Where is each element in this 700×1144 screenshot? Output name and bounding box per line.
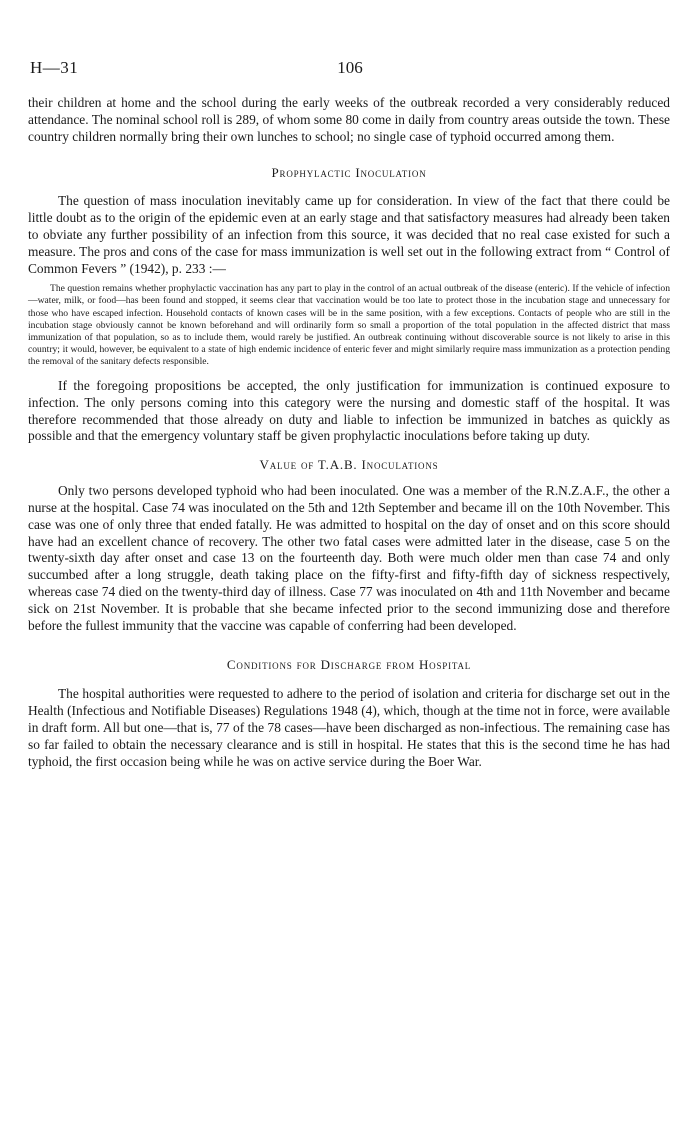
heading-prophylactic-inoculation: Prophylactic Inoculation [271, 165, 427, 181]
page-code: H—31 [30, 58, 79, 77]
heading-conditions-for-discharge: Conditions for Discharge from Hospital [226, 657, 472, 673]
intro-paragraph: their children at home and the school during the early weeks of the outbreak recorded a very considerably reduced attendance. The nominal school roll is 289, of whom some 80 come in daily from country areas outside the town. These country children normally bring their own lunches to school; no single case of typhoid occurred among them. [28, 95, 670, 144]
foregoing-paragraph: If the foregoing propositions be accepted, the only justification for immunization is continued exposure to infection. The only persons coming into this category were the nursing and domestic staff of the hospital. It was therefore recommended that those already on duty and liable to infection be immunized in batches as quickly as possible and that the emergency voluntary staff be given prophylactic inoculations before taking up duty. [28, 378, 670, 444]
quoted-extract: The question remains whether prophylactic vaccination has any part to play in the control of an actual outbreak of the disease (enteric). If the vehicle of infection—water, milk, or food—has been found and stopped, it seems clear that vaccination would be too late to protect those in the incubation stage and unnecessary for those who have escaped infection. Household contacts of known cases will be in the same position, with a few exceptions. Contacts of people who are still in the incubation stage obviously cannot be known beforehand and will ordinarily form so small a proportion of the total population in the affected district that mass immunization of that population, so as to include them, would rarely be justified. An outbreak continuing without discoverable source is not likely to arise in this country; it would, however, be equivalent to a state of high endemic incidence of enteric fever and might similarly require mass immunization as a protection pending the removal of the sanitary defects responsible. [28, 283, 670, 367]
prophylactic-paragraph: The question of mass inoculation inevitably came up for consideration. In view of the fact that there could be little doubt as to the origin of the epidemic even at an early stage and that satisfactory measures had already been taken to obviate any further possibility of an infection from this source, it was decided that no real case existed for such a measure. The pros and cons of the case for mass immunization is well set out in the following extract from “ Control of Common Fevers ” (1942), p. 233 :— [28, 193, 670, 276]
value-paragraph: Only two persons developed typhoid who had been inoculated. One was a member of the R.N.Z.A.F., the other a nurse at the hospital. Case 74 was inoculated on the 5th and 12th September and became ill on the 10th November. This case was one of only three that ended fatally. He was admitted to hospital on the day of onset and on this score should have had an excellent chance of recovery. The other two fatal cases were admitted later in the disease, case 5 on the twenty-sixth day after onset and case 13 on the fourteenth day. Both were much older men than case 74 and only succumbed after a long struggle, death taking place on the fifty-first and fifty-fifth day of sickness respectively, whereas case 74 died on the twenty-third day of illness. Case 77 was inoculated on 4th and 11th November and became sick on 21st November. It is probable that she became infected prior to the second immunizing dose and therefore before the fullest immunity that the vaccine was capable of conferring had been developed. [28, 483, 670, 633]
heading-value-of-tab-inoculations: Value of T.A.B. Inoculations [259, 457, 439, 473]
discharge-paragraph: The hospital authorities were requested to adhere to the period of isolation and criteria for discharge set out in the Health (Infectious and Notifiable Diseases) Regulations 1948 (4), which, though at the time not in force, were available in draft form. All but one—that is, 77 of the 78 cases—have been discharged as non-infectious. The remaining case has so far failed to obtain the necessary clearance and is still in hospital. He states that this is the second time he has had typhoid, the first occasion being while he was on active service during the Boer War. [28, 686, 670, 769]
document-body [28, 95, 670, 770]
page-number: 106 [337, 58, 363, 77]
